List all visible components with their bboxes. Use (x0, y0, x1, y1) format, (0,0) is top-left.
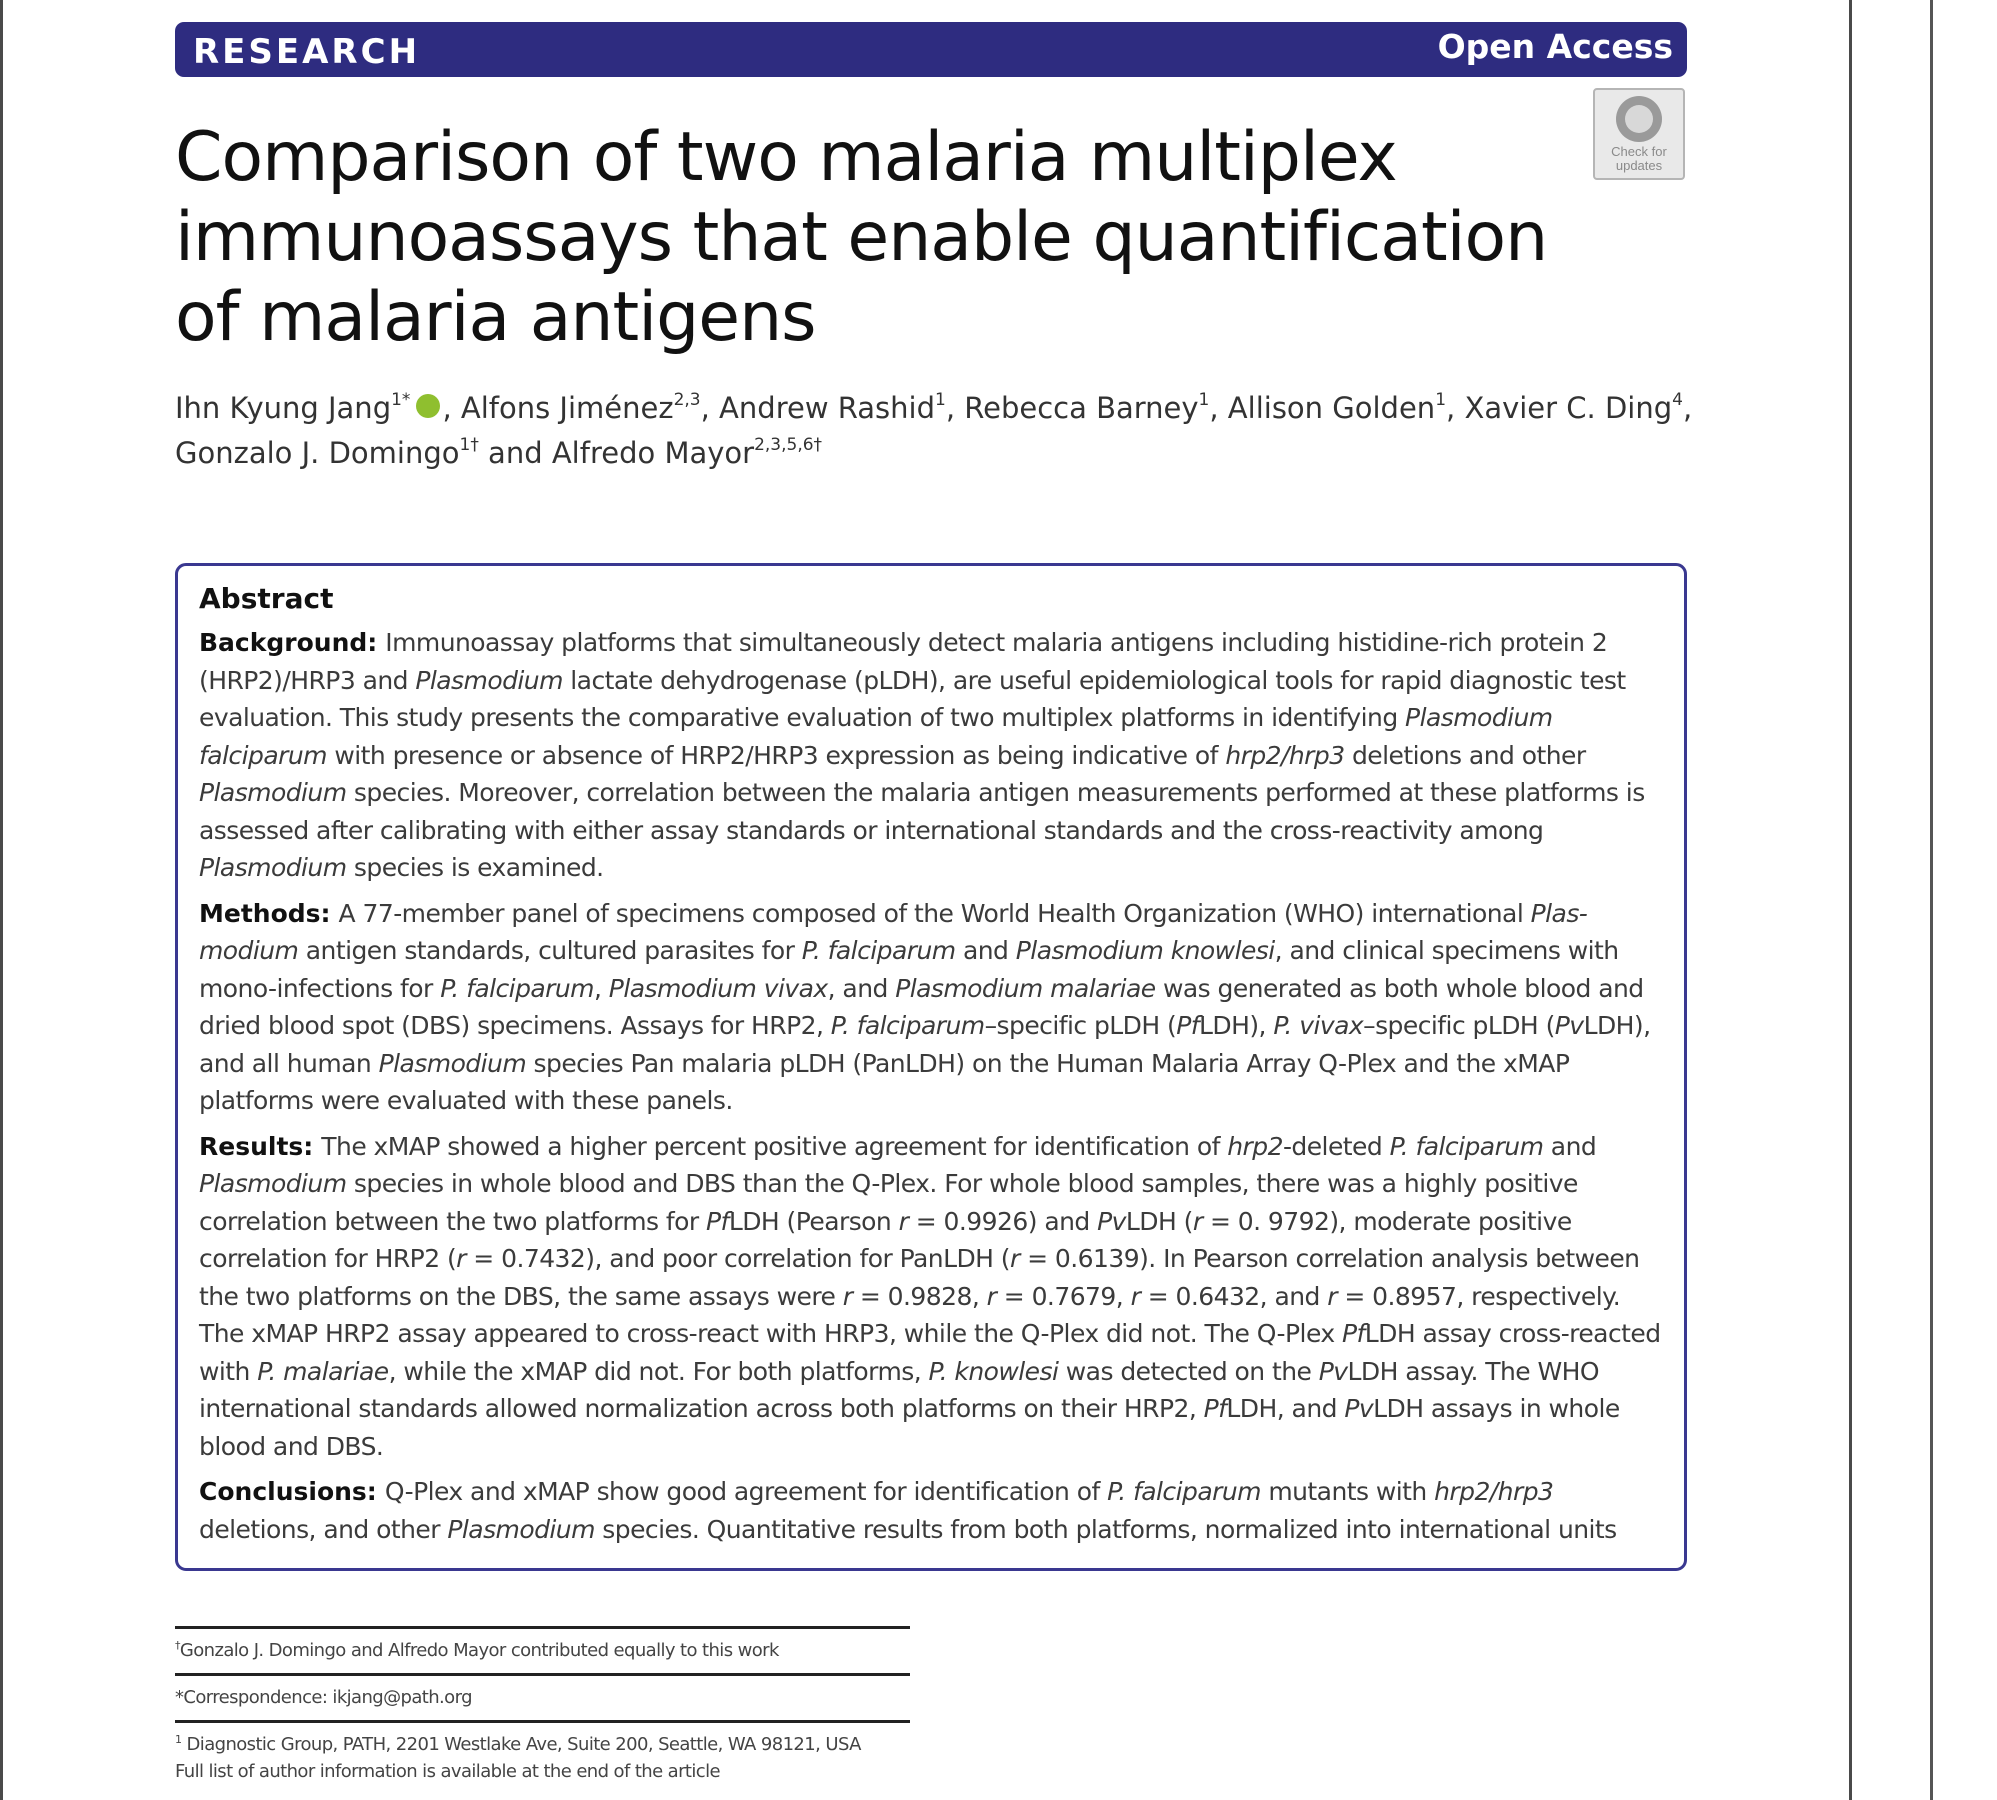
title-line: immunoassays that enable quantification (175, 198, 1548, 277)
abstract-italic-text: r (1327, 1281, 1337, 1311)
abstract-text: LDH assays in whole blood and DBS. (199, 1394, 1620, 1461)
abstract-italic-text: Pv (1318, 1356, 1348, 1386)
abstract-section-label: Methods: (199, 898, 331, 928)
abstract-text: = 0.6139). In Pearson correlation analysis between the two platforms on the DBS, the same assays were (199, 1244, 1640, 1311)
abstract-text: –specific pLDH ( (1363, 1011, 1555, 1040)
author-name: , Alfons Jiménez (442, 391, 674, 425)
abstract-italic-text: r (1192, 1206, 1203, 1236)
abstract-italic-text: P. falciparum (801, 936, 956, 965)
abstract-text: antigen standards, cultured parasites for (298, 936, 802, 965)
abstract-section (199, 1128, 1662, 1466)
abstract-italic-text: hrp2/hrp3 (1434, 1477, 1554, 1506)
abstract-text: species. Moreover, correlation between the malaria antigen measurements performed at these platforms is assessed after calibrating with either assay standards or international standards and the cross-reactivity among (199, 778, 1645, 845)
abstract-italic-text: Plasmodium (199, 853, 347, 882)
abstract-text: The xMAP showed a higher percent positive agreement for identification of (321, 1131, 1228, 1161)
abstract-section-label: Results: (199, 1131, 314, 1161)
abstract-italic-text: P. malariae (257, 1356, 389, 1386)
orcid-icon[interactable] (416, 394, 440, 418)
abstract-section (199, 1473, 1662, 1548)
author-list (175, 386, 1715, 476)
abstract-text: lactate dehydrogenase (pLDH), are useful epidemiological tools for rapid diagnostic test evaluation. This study presents the comparative evaluation of two multiplex platforms in identifying (199, 665, 1626, 732)
footnote-text: Gonzalo J. Domingo and Alfredo Mayor contributed equally to this work (179, 1640, 779, 1661)
abstract-section-label: Background: (199, 628, 378, 657)
abstract-text: LDH (Pearson (728, 1206, 899, 1236)
abstract-text: Q-Plex and xMAP show good agreement for identification of (384, 1477, 1108, 1506)
abstract-text: = 0.6432, and (1140, 1281, 1328, 1311)
abstract-italic-text: Plasmodium (378, 1048, 527, 1078)
title-line: of malaria antigens (175, 278, 816, 357)
abstract-text: = 0. 9792), moderate positive correlation for HRP2 ( (199, 1206, 1572, 1273)
abstract-italic-text: P. vivax (1273, 1011, 1364, 1040)
author-affiliation: 4 (1672, 390, 1683, 410)
abstract-italic-text: Pv (1344, 1394, 1374, 1423)
abstract-text: LDH), (1199, 1011, 1274, 1040)
abstract-text: = 0.9828, (852, 1281, 987, 1311)
abstract-text: deletions and other (1344, 740, 1586, 770)
abstract-text: = 0.9926) and (908, 1206, 1098, 1236)
abstract-section-label: Conclusions: (199, 1477, 377, 1506)
abstract-text: deletions, and other (199, 1514, 448, 1544)
footnote (175, 1676, 910, 1720)
author-name: , Xavier C. Ding (1446, 391, 1673, 425)
abstract-text: , and clinical specimens with mono-infections for (199, 936, 1619, 1003)
abstract-text: LDH assay cross-reacted with (199, 1319, 1661, 1386)
footnote-text: Diagnostic Group, PATH, 2201 Westlake Ave, Suite 200, Seattle, WA 98121, USA (181, 1734, 861, 1755)
abstract-italic-text: r (1010, 1244, 1020, 1273)
abstract-text: LDH assay. The WHO international standards allowed normalization across both platforms on their HRP2, (199, 1356, 1600, 1423)
author-affiliation: 1 (1435, 390, 1447, 410)
abstract-text: LDH), and all human (199, 1011, 1651, 1078)
abstract-text: species Pan malaria pLDH (PanLDH) on the Human Malaria Array Q-Plex and the xMAP platforms were evaluated with these panels. (199, 1048, 1570, 1115)
footnotes (175, 1626, 910, 1794)
abstract-sections (199, 624, 1662, 1548)
abstract-text: LDH, and (1226, 1394, 1345, 1423)
abstract-italic-text: Plasmodium (199, 778, 347, 807)
journal-header-bar (175, 22, 1687, 77)
check-for-updates-icon (1616, 96, 1662, 142)
author-affiliation: 1 (935, 390, 946, 410)
abstract-heading: Abstract (199, 582, 334, 615)
author-line-1 (175, 386, 1715, 431)
abstract-text: and (1543, 1131, 1597, 1161)
abstract-italic-text: Plasmodium (415, 665, 563, 695)
abstract-italic-text: P. falciparum (1107, 1477, 1261, 1506)
abstract-italic-text: hrp2/hrp3 (1225, 740, 1345, 770)
abstract-italic-text: hrp2 (1227, 1131, 1283, 1161)
abstract-text: and (955, 936, 1016, 965)
author-affiliation: 2,3,5,6† (754, 435, 823, 455)
abstract-italic-text: P. falciparum (440, 973, 594, 1003)
abstract-italic-text: Plasmodium (199, 1169, 347, 1198)
article-type-label: RESEARCH (193, 31, 421, 72)
author-affiliation: 1* (391, 390, 411, 410)
abstract-section (199, 624, 1662, 887)
author-name: , Andrew Rashid (700, 391, 935, 425)
author-separator: , (1682, 391, 1693, 425)
footnote-marker: 1 (175, 1733, 182, 1746)
abstract-italic-text: Plasmodium malariae (895, 973, 1156, 1003)
abstract-text: species in whole blood and DBS than the Q-Plex. For whole blood samples, there was a highly positive correlation between the two platforms for (199, 1169, 1578, 1236)
footnote (175, 1758, 910, 1794)
abstract-text: = 0.7679, (996, 1281, 1131, 1311)
abstract-text: = 0.7432), and poor correlation for PanLDH ( (465, 1244, 1010, 1273)
open-access-label: Open Access (1437, 27, 1673, 66)
abstract-italic-text: Pf (1176, 1011, 1200, 1040)
author-name: Ihn Kyung Jang (175, 391, 392, 425)
author-affiliation: 1† (459, 435, 479, 455)
abstract-text: -deleted (1282, 1131, 1390, 1161)
check-for-updates-text: Check for updates (1611, 144, 1667, 173)
abstract-text: was generated as both whole blood and dried blood spot (DBS) specimens. Assays for HRP2, (199, 973, 1644, 1040)
abstract-section (199, 895, 1662, 1120)
abstract-italic-text: P. falciparum (1389, 1131, 1544, 1161)
abstract-italic-text: Plasmodium vivax (608, 973, 828, 1003)
abstract-italic-text: Plasmodium (447, 1514, 595, 1544)
abstract-italic-text: Pf (1341, 1319, 1365, 1348)
abstract-text: A 77-member panel of specimens composed of the World Health Organization (WHO) international (338, 898, 1531, 928)
abstract-box (175, 563, 1687, 1571)
abstract-italic-text: r (1130, 1281, 1141, 1311)
footnote-marker: † (175, 1639, 180, 1652)
paper-title (175, 118, 1548, 358)
abstract-text: = 0.8957, respectively. The xMAP HRP2 assay appeared to cross-react with HRP3, while the Q-Plex did not. The Q-Plex (199, 1281, 1621, 1348)
check-for-updates-badge[interactable] (1593, 88, 1685, 180)
abstract-italic-text: Pf (1203, 1394, 1227, 1423)
abstract-italic-text: r (986, 1281, 997, 1311)
abstract-text: mutants with (1260, 1477, 1435, 1506)
author-affiliation: 2,3 (673, 390, 701, 410)
abstract-text: species. Quantitative results from both platforms, normalized into international units (594, 1514, 1617, 1544)
author-affiliation: 1 (1198, 390, 1210, 410)
author-name: , Rebecca Barney (945, 391, 1199, 425)
abstract-italic-text: r (842, 1281, 853, 1311)
abstract-italic-text: r (898, 1206, 909, 1236)
abstract-italic-text: Pf (706, 1206, 729, 1236)
footnote-text[interactable]: *Correspondence: ikjang@path.org (175, 1687, 472, 1708)
abstract-italic-text: Pv (1554, 1011, 1584, 1040)
author-name: , Allison Golden (1209, 391, 1436, 425)
abstract-text: , and (827, 973, 896, 1003)
abstract-text: Immunoassay platforms that simultaneously detect malaria antigens including histidine-rich protein 2 (HRP2)/HRP3 and (199, 628, 1608, 695)
title-line: Comparison of two malaria multiplex (175, 118, 1397, 197)
abstract-text: was detected on the (1058, 1356, 1319, 1386)
author-name: and Alfredo Mayor (478, 436, 755, 470)
abstract-italic-text: Plasmodium knowlesi (1015, 936, 1275, 965)
footnote (175, 1629, 910, 1673)
abstract-text: with presence or absence of HRP2/HRP3 expression as being indicative of (326, 740, 1226, 770)
viewer-edge (1930, 0, 1933, 1800)
abstract-text: LDH ( (1125, 1206, 1193, 1236)
abstract-italic-text: P. falciparum (830, 1011, 985, 1040)
author-name: Gonzalo J. Domingo (175, 436, 460, 470)
abstract-italic-text: Pv (1097, 1206, 1126, 1236)
abstract-text: , while the xMAP did not. For both platforms, (388, 1356, 929, 1386)
footnote-text: Full list of author information is available at the end of the article (175, 1761, 720, 1782)
abstract-text: species is examined. (346, 853, 604, 882)
abstract-italic-text: Plasmodium falciparum (199, 703, 1553, 770)
abstract-text: , (594, 973, 609, 1003)
abstract-italic-text: Plasmodium (199, 898, 1588, 965)
abstract-italic-text: P. knowlesi (928, 1356, 1059, 1386)
abstract-italic-text: r (456, 1244, 466, 1273)
author-line-2 (175, 431, 1715, 476)
abstract-text: –specific pLDH ( (984, 1011, 1177, 1040)
footnote (175, 1723, 910, 1758)
